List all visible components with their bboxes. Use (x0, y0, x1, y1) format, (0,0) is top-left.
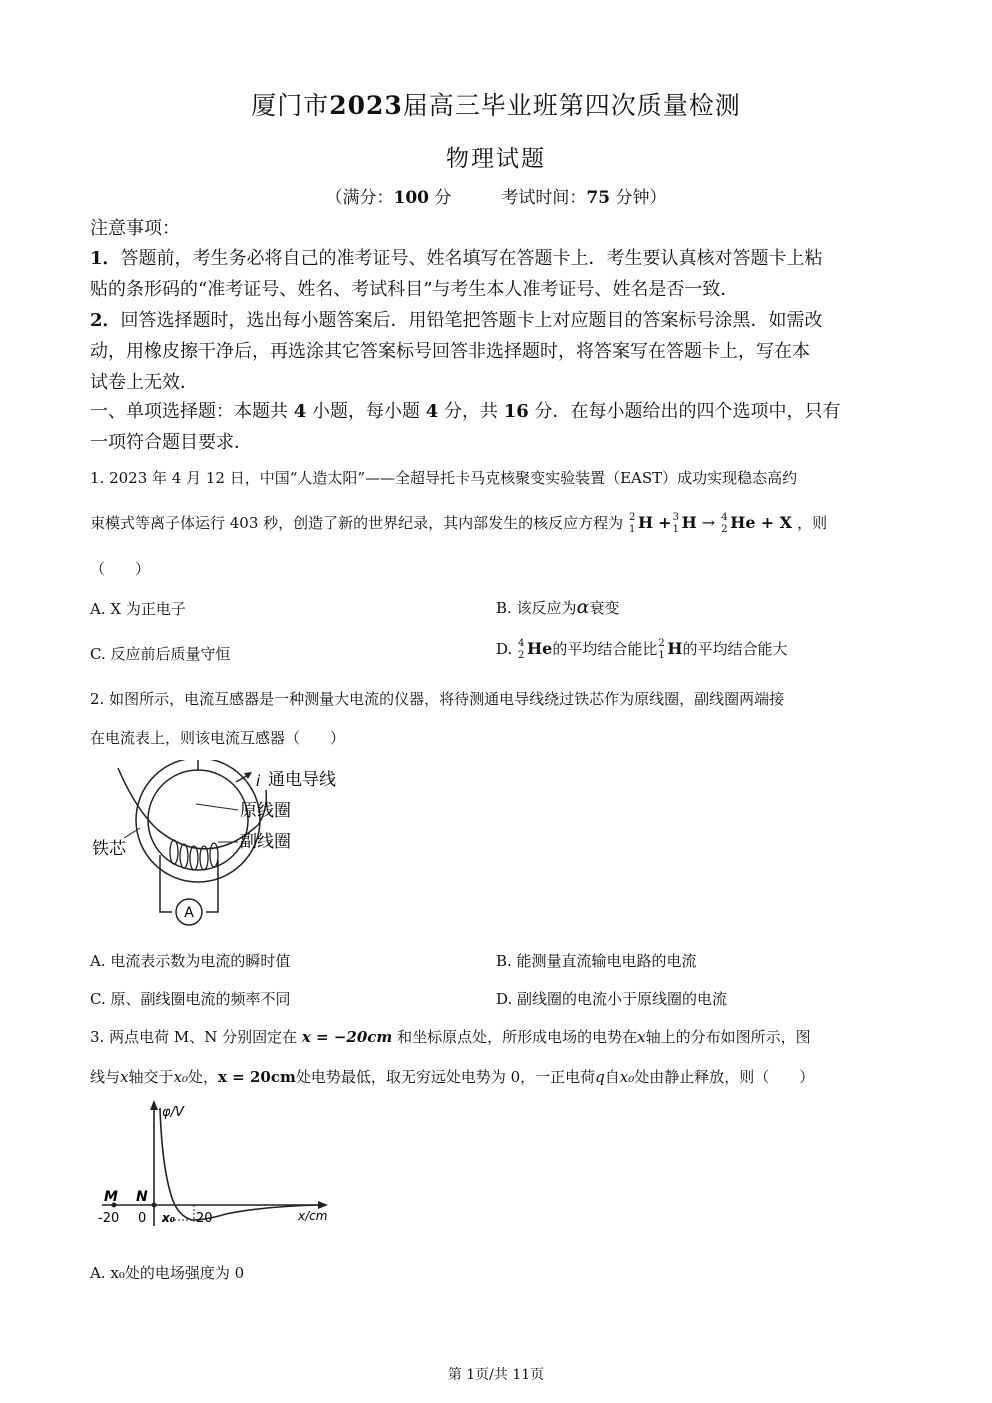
q2-option-a[interactable]: A. 电流表示数为电流的瞬时值 (90, 952, 291, 970)
exam-title: 厦门市2023届高三毕业班第四次质量检测 (251, 91, 741, 120)
q1-option-c[interactable]: C. 反应前后质量守恒 (90, 645, 231, 663)
charge-m-label: M (104, 1189, 118, 1205)
q3-option-a[interactable]: A. x₀处的电场强度为 0 (90, 1264, 245, 1282)
q2-option-d[interactable]: D. 副线圈的电流小于原线圈的电流 (496, 990, 728, 1008)
q1-option-b[interactable]: B. 该反应为α衰变 (496, 596, 620, 618)
potential-graph (96, 1098, 336, 1233)
primary-coil-label: 原线圈 (240, 801, 291, 821)
charge-n-label: N (136, 1189, 148, 1205)
q1-option-d[interactable]: D. 4 2 He的平均结合能比 2 1 H的平均结合能大 (496, 638, 788, 661)
notice-item-2: 2．回答选择题时，选出每小题答案后．用铅笔把答题卡上对应题目的答案标号涂黑．如需改 动，用橡皮擦干净后，再选涂其它答案标号回答非选择题时，将答案写在答题卡上，写在本 试卷上无效． (90, 310, 823, 393)
notice-item-1: 1．答题前，考生务必将自己的准考证号、姓名填写在答题卡上．考生要认真核对答题卡上粘 贴的条形码的“准考证号、姓名、考试科目”与考生本人准考证号、姓名是否一致． (90, 248, 823, 300)
tick-20: 20 (196, 1211, 213, 1226)
ammeter-label: A (184, 905, 194, 921)
q2-option-b[interactable]: B. 能测量直流输电电路的电流 (496, 952, 697, 970)
page-footer: 第 1页/共 11页 (447, 1367, 545, 1383)
iron-core-label: 铁芯 (92, 839, 126, 859)
subject-title: 物理试题 (446, 146, 546, 172)
current-i-label: i (256, 772, 261, 790)
tick-0: 0 (138, 1211, 147, 1226)
q3-stem-line2: 线与x轴交于x₀处，x = 20cm处电势最低，取无穷远处电势为 0，一正电荷q自x₀处由静止释放，则（ ） (90, 1068, 815, 1086)
score-time-line: （满分：100 分 考试时间：75 分钟） (325, 188, 667, 208)
q3-stem-line1: 3. 两点电荷 M、N 分别固定在 x = −20cm 和坐标原点处，所形成电场的电势在x轴上的分布如图所示，图 (90, 1028, 811, 1046)
tick-minus-20: -20 (98, 1211, 120, 1226)
secondary-coil-label: 副线圈 (240, 832, 291, 852)
q1-paren: （ ） (90, 560, 151, 578)
wire-label: 通电导线 (268, 770, 336, 790)
q1-stem-line1: 1. 2023 年 4 月 12 日，中国“人造太阳”——全超导托卡马克核聚变实验装置（EAST）成功实现稳态高约 (90, 469, 798, 487)
current-transformer-figure (88, 760, 348, 930)
potential-curve (160, 1108, 321, 1220)
nuclear-equation: 2 1 H + 3 1 H → 4 2 He + X (628, 511, 793, 535)
section-heading: 一、单项选择题：本题共 4 小题，每小题 4 分，共 16 分．在每小题给出的四个选项中，只有 一项符合题目要求． (90, 401, 841, 453)
x-axis-label: x/cm (298, 1209, 328, 1223)
q2-stem-line1: 2. 如图所示，电流互感器是一种测量大电流的仪器，将待测通电导线绕过铁芯作为原线圈，副线圈两端接 (90, 690, 785, 708)
tick-x0: x₀ (162, 1211, 175, 1225)
y-axis-label: φ/V (162, 1105, 184, 1120)
notice-heading: 注意事项： (90, 218, 180, 239)
q2-stem-line2: 在电流表上，则该电流互感器（ ） (90, 729, 346, 747)
q1-stem-line2: 束模式等离子体运行 403 秒，创造了新的世界纪录，其内部发生的核反应方程为 2 1 H + 3 1 H → 4 2 He + X ，则 (90, 511, 828, 535)
q1-option-a[interactable]: A. X 为正电子 (90, 600, 186, 618)
q2-option-c[interactable]: C. 原、副线圈电流的频率不同 (90, 990, 291, 1008)
